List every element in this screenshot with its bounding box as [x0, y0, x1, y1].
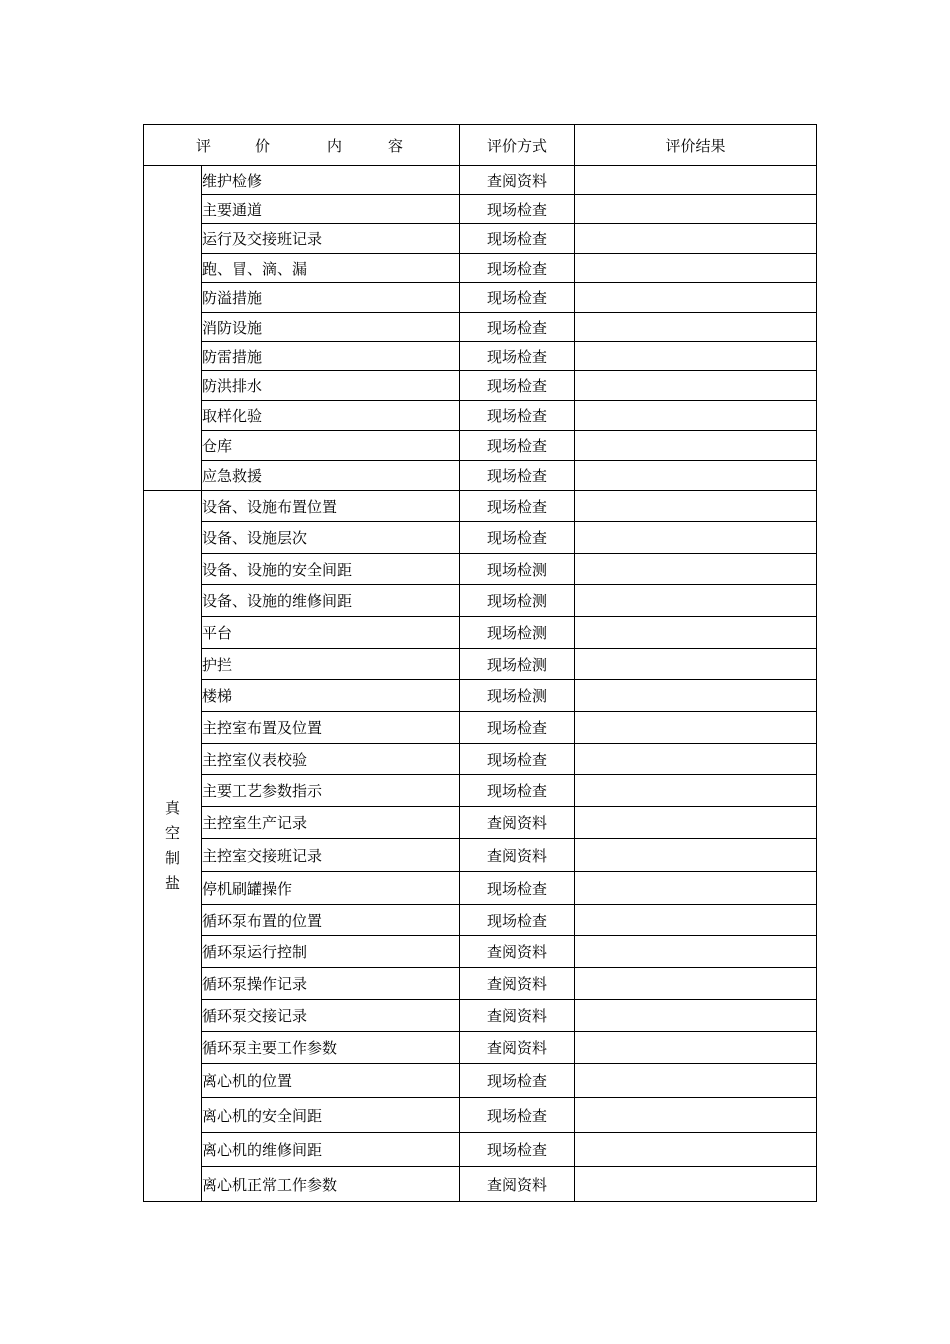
table-row	[144, 680, 817, 712]
result-cell[interactable]	[575, 254, 817, 283]
method-cell: 现场检查	[460, 431, 575, 461]
item-cell: 护拦	[202, 649, 460, 680]
item-cell: 循环泵运行控制	[202, 936, 460, 968]
table-row	[144, 807, 817, 839]
item-cell: 消防设施	[202, 313, 460, 342]
item-cell: 离心机正常工作参数	[202, 1167, 460, 1202]
table-row	[144, 968, 817, 1000]
result-cell[interactable]	[575, 807, 817, 839]
table-row	[144, 1064, 817, 1098]
table-row	[144, 1133, 817, 1167]
method-cell: 现场检查	[460, 905, 575, 936]
method-cell: 现场检查	[460, 195, 575, 224]
group-label: 真空制盐	[164, 799, 180, 892]
header-row	[144, 125, 817, 166]
table-row	[144, 461, 817, 491]
item-cell: 运行及交接班记录	[202, 224, 460, 254]
table-row	[144, 554, 817, 585]
method-cell: 查阅资料	[460, 166, 575, 195]
item-cell: 主要工艺参数指示	[202, 775, 460, 807]
result-cell[interactable]	[575, 342, 817, 371]
table-row	[144, 617, 817, 649]
result-cell[interactable]	[575, 1167, 817, 1202]
header-content-char: 价	[254, 136, 270, 155]
result-cell[interactable]	[575, 1032, 817, 1064]
table-row	[144, 1098, 817, 1133]
result-cell[interactable]	[575, 401, 817, 431]
item-cell: 防洪排水	[202, 371, 460, 401]
result-cell[interactable]	[575, 283, 817, 313]
result-cell[interactable]	[575, 617, 817, 649]
method-cell: 查阅资料	[460, 936, 575, 968]
item-cell: 主控室布置及位置	[202, 712, 460, 744]
method-cell: 现场检测	[460, 617, 575, 649]
table-row	[144, 775, 817, 807]
result-cell[interactable]	[575, 522, 817, 554]
item-cell: 离心机的维修间距	[202, 1133, 460, 1167]
table-row	[144, 224, 817, 254]
result-cell[interactable]	[575, 905, 817, 936]
item-cell: 设备、设施的维修间距	[202, 585, 460, 617]
item-cell: 离心机的安全间距	[202, 1098, 460, 1133]
group-label-cell	[144, 491, 202, 1202]
item-cell: 防雷措施	[202, 342, 460, 371]
method-cell: 现场检测	[460, 585, 575, 617]
method-cell: 查阅资料	[460, 1000, 575, 1032]
result-cell[interactable]	[575, 968, 817, 1000]
table-row	[144, 712, 817, 744]
table-row	[144, 342, 817, 371]
item-cell: 仓库	[202, 431, 460, 461]
table-row	[144, 313, 817, 342]
table-row	[144, 649, 817, 680]
header-evaluation-result: 评价结果	[575, 125, 817, 166]
item-cell: 设备、设施布置位置	[202, 491, 460, 522]
item-cell: 循环泵操作记录	[202, 968, 460, 1000]
item-cell: 取样化验	[202, 401, 460, 431]
item-cell: 主要通道	[202, 195, 460, 224]
item-cell: 防溢措施	[202, 283, 460, 313]
header-content-char: 评	[195, 136, 211, 155]
item-cell: 设备、设施层次	[202, 522, 460, 554]
table-row	[144, 401, 817, 431]
table-row	[144, 905, 817, 936]
method-cell: 查阅资料	[460, 807, 575, 839]
result-cell[interactable]	[575, 744, 817, 775]
table-row	[144, 585, 817, 617]
result-cell[interactable]	[575, 431, 817, 461]
item-cell: 应急救援	[202, 461, 460, 491]
header-evaluation-content	[144, 125, 460, 166]
result-cell[interactable]	[575, 491, 817, 522]
method-cell: 现场检查	[460, 1133, 575, 1167]
result-cell[interactable]	[575, 1098, 817, 1133]
method-cell: 现场检查	[460, 744, 575, 775]
table-row	[144, 936, 817, 968]
method-cell: 查阅资料	[460, 1032, 575, 1064]
header-content-char: 容	[387, 136, 403, 155]
item-cell: 循环泵布置的位置	[202, 905, 460, 936]
result-cell[interactable]	[575, 839, 817, 872]
result-cell[interactable]	[575, 649, 817, 680]
item-cell: 循环泵交接记录	[202, 1000, 460, 1032]
table-row	[144, 1032, 817, 1064]
method-cell: 现场检查	[460, 522, 575, 554]
method-cell: 现场检查	[460, 1064, 575, 1098]
table-row	[144, 872, 817, 905]
table-row	[144, 166, 817, 195]
result-cell[interactable]	[575, 1064, 817, 1098]
table-row	[144, 431, 817, 461]
item-cell: 主控室仪表校验	[202, 744, 460, 775]
group-label-cell	[144, 166, 202, 491]
method-cell: 现场检查	[460, 313, 575, 342]
table-row	[144, 371, 817, 401]
result-cell[interactable]	[575, 775, 817, 807]
table-row	[144, 744, 817, 775]
item-cell: 循环泵主要工作参数	[202, 1032, 460, 1064]
table-row	[144, 522, 817, 554]
method-cell: 现场检查	[460, 283, 575, 313]
method-cell: 现场检查	[460, 712, 575, 744]
method-cell: 现场检查	[460, 461, 575, 491]
result-cell[interactable]	[575, 554, 817, 585]
result-cell[interactable]	[575, 1000, 817, 1032]
result-cell[interactable]	[575, 712, 817, 744]
method-cell: 查阅资料	[460, 1167, 575, 1202]
item-cell: 平台	[202, 617, 460, 649]
result-cell[interactable]	[575, 195, 817, 224]
result-cell[interactable]	[575, 585, 817, 617]
item-cell: 停机刷罐操作	[202, 872, 460, 905]
item-cell: 设备、设施的安全间距	[202, 554, 460, 585]
result-cell[interactable]	[575, 461, 817, 491]
table-row	[144, 254, 817, 283]
header-content-char: 内	[326, 136, 342, 155]
method-cell: 现场检查	[460, 371, 575, 401]
evaluation-table	[143, 124, 817, 1202]
item-cell: 楼梯	[202, 680, 460, 712]
table-row	[144, 1167, 817, 1202]
method-cell: 现场检查	[460, 491, 575, 522]
method-cell: 现场检测	[460, 649, 575, 680]
result-cell[interactable]	[575, 371, 817, 401]
result-cell[interactable]	[575, 166, 817, 195]
result-cell[interactable]	[575, 680, 817, 712]
result-cell[interactable]	[575, 1133, 817, 1167]
method-cell: 现场检查	[460, 1098, 575, 1133]
table-row	[144, 283, 817, 313]
result-cell[interactable]	[575, 936, 817, 968]
table-row	[144, 491, 817, 522]
method-cell: 查阅资料	[460, 839, 575, 872]
item-cell: 跑、冒、滴、漏	[202, 254, 460, 283]
method-cell: 现场检测	[460, 680, 575, 712]
method-cell: 查阅资料	[460, 968, 575, 1000]
method-cell: 现场检查	[460, 401, 575, 431]
result-cell[interactable]	[575, 224, 817, 254]
header-evaluation-method: 评价方式	[460, 125, 575, 166]
method-cell: 现场检查	[460, 872, 575, 905]
result-cell[interactable]	[575, 872, 817, 905]
table-row	[144, 839, 817, 872]
method-cell: 现场检测	[460, 554, 575, 585]
method-cell: 现场检查	[460, 224, 575, 254]
table-row	[144, 195, 817, 224]
result-cell[interactable]	[575, 313, 817, 342]
item-cell: 主控室生产记录	[202, 807, 460, 839]
method-cell: 现场检查	[460, 775, 575, 807]
item-cell: 主控室交接班记录	[202, 839, 460, 872]
method-cell: 现场检查	[460, 254, 575, 283]
table-row	[144, 1000, 817, 1032]
method-cell: 现场检查	[460, 342, 575, 371]
item-cell: 维护检修	[202, 166, 460, 195]
item-cell: 离心机的位置	[202, 1064, 460, 1098]
